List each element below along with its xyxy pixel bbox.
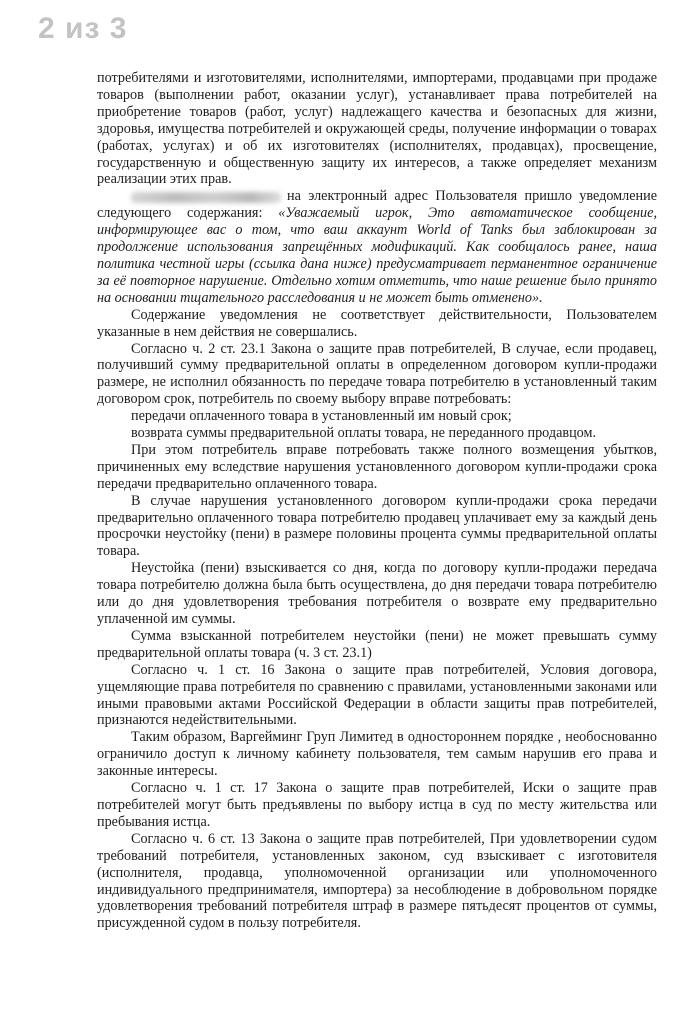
notification-intro: на электронный адрес Пользователя пришло уведомление следующего содержания: [97,188,657,222]
paragraph-consumer-rights-law: потребителями и изготовителями, исполнителями, импортерами, продавцами при продаже товаров (выполнении работ, оказании услуг), устанавливает права потребителей на приобретение товаров (работ, услуг) надлежащего качества и безопасных для жизни, здоровья, имущества потребителей и окружающей среды, получение информации о товарах (работах, услугах) и об их изготовителях (исполнителях, продавцах), просвещение, государственную и общественную защиту их интересов, а также определяет механизм реализации этих прав. [97,70,657,188]
paragraph-penalty: В случае нарушения установленного договором купли-продажи срока передачи предварительно оплаченного товара потребителю продавец уплачивает ему за каждый день просрочки неустойку (пени) в размере половины процента суммы предварительной оплаты товара. [97,492,657,560]
redacted-date [131,192,281,203]
paragraph-conclusion: Таким образом, Варгейминг Груп Лимитед в одностороннем порядке , необоснованно ограничило доступ к личному кабинету пользователя, тем самым нарушив его права и законные интересы. [97,729,657,780]
document-body [97,70,657,932]
paragraph-art-17: Согласно ч. 1 ст. 17 Закона о защите прав потребителей, Иски о защите прав потребителей могут быть предъявлены по выбору истца в суд по месту жительства или пребывания истца. [97,780,657,830]
notification-quote: «Уважаемый игрок, Это автоматическое сообщение, информирующее вас о том, что ваш аккаунт World of Tanks был заблокирован за продолжение использования запрещённых модификаций. Как сообщалось ранее, наша политика честной игры (ссылка дана ниже) предусматривает перманентное ограничение за её повторное нарушение. Отдельно хотим отметить, что наше решение было принято на основании тщательного расследования и не может быть отменено». [97,205,657,306]
paragraph-penalty-period: Неустойка (пени) взыскивается со дня, когда по договору купли-продажи передача товара потребителю должна была быть осуществлена, до дня передачи товара потребителю или до дня удовлетворения требования потребителя о возврате ему предварительно уплаченной им суммы. [97,560,657,627]
paragraph-art-16: Согласно ч. 1 ст. 16 Закона о защите прав потребителей, Условия договора, ущемляющие права потребителя по сравнению с правилами, установленными законами или иными правовыми актами Российской Федерации в области защиты прав потребителей, признаются недействительными. [97,661,657,729]
paragraph-art-23-1: Согласно ч. 2 ст. 23.1 Закона о защите прав потребителей, В случае, если продавец, получивший сумму предварительной оплаты в определенном договором купли-продажи размере, не исполнил обязанность по передаче товара потребителю в установленный таким договором срок, потребитель по своему выбору вправе потребовать: [97,340,657,408]
paragraph-notification-false: Содержание уведомления не соответствует действительности, Пользователем указанные в нем действия не совершались. [97,306,657,340]
paragraph-penalty-limit: Сумма взысканной потребителем неустойки (пени) не может превышать сумму предварительной оплаты товара (ч. 3 ст. 23.1) [97,627,657,661]
list-item-new-term: передачи оплаченного товара в установленный им новый срок; [131,408,512,425]
paragraph-art-13: Согласно ч. 6 ст. 13 Закона о защите прав потребителей, При удовлетворении судом требований потребителя, установленных законом, суд взыскивает с изготовителя (исполнителя, продавца, уполномоченной организации или уполномоченного индивидуального предпринимателя, импортера) за несоблюдение в добровольном порядке удовлетворения требований потребителя штраф в размере пятьдесят процентов от суммы, присужденной судом в пользу потребителя. [97,830,657,932]
paragraph-damages: При этом потребитель вправе потребовать также полного возмещения убытков, причиненных ему вследствие нарушения установленного договором купли-продажи срока передачи предварительно оплаченного товара. [97,441,657,492]
paragraph-notification [97,188,657,306]
page-counter: 2 из 3 [38,12,128,45]
list-item-refund: возврата суммы предварительной оплаты товара, не переданного продавцом. [131,425,597,442]
